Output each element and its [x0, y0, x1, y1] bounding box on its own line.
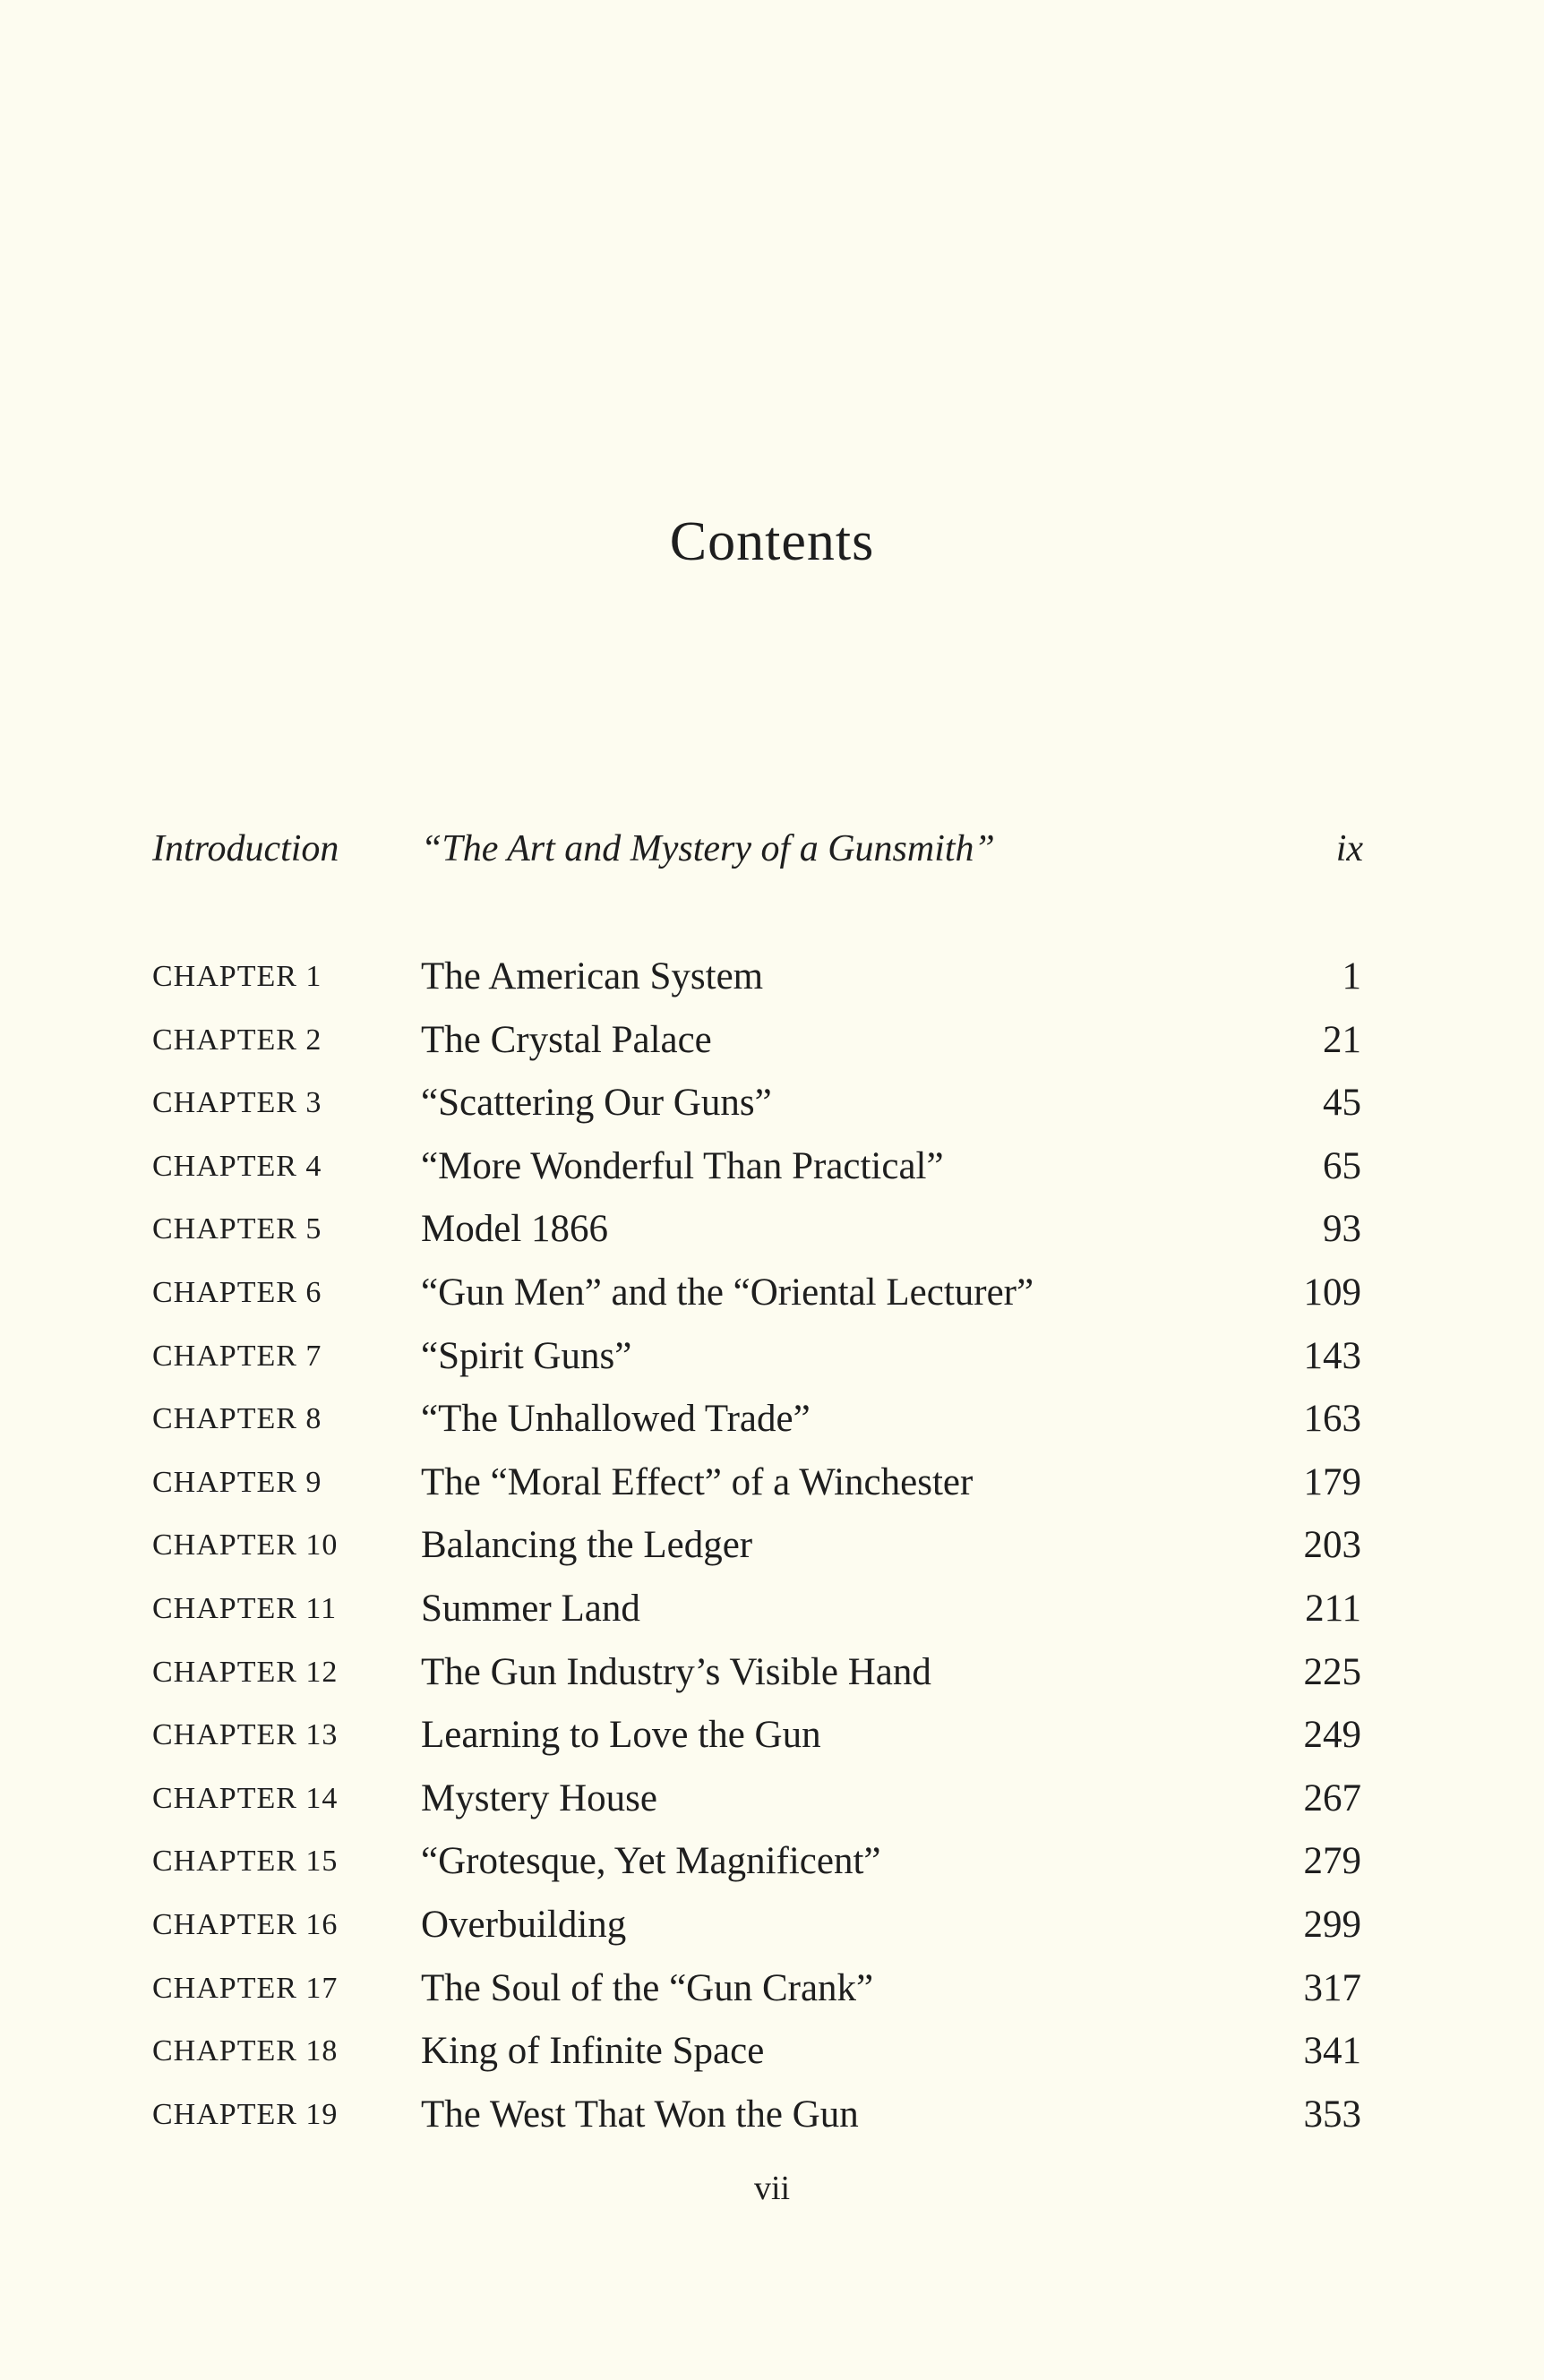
- chapter-title: The Gun Industry’s Visible Hand: [421, 1650, 931, 1693]
- chapter-entry-7[interactable]: [0, 1330, 1544, 1393]
- introduction-page-number: ix: [1335, 828, 1363, 869]
- chapter-title: The American System: [421, 955, 764, 997]
- chapter-label: CHAPTER 19: [152, 2097, 339, 2131]
- chapter-page-number: 353: [1303, 2093, 1361, 2136]
- chapter-title: Mystery House: [421, 1776, 657, 1819]
- chapter-entry-2[interactable]: [0, 1014, 1544, 1077]
- chapter-page-number: 1: [1342, 955, 1361, 997]
- introduction-entry[interactable]: [0, 822, 1544, 876]
- chapter-title: Balancing the Ledger: [421, 1524, 753, 1567]
- page-title: Contents: [669, 510, 875, 572]
- chapter-list: [0, 950, 1544, 2151]
- chapter-entry-5[interactable]: [0, 1203, 1544, 1266]
- chapter-title: Summer Land: [421, 1587, 640, 1630]
- chapter-entry-15[interactable]: [0, 1835, 1544, 1898]
- chapter-page-number: 279: [1303, 1840, 1361, 1883]
- chapter-entry-19[interactable]: [0, 2088, 1544, 2152]
- chapter-title: Overbuilding: [421, 1903, 627, 1946]
- chapter-title: The “Moral Effect” of a Winchester: [421, 1460, 974, 1503]
- chapter-title: The Soul of the “Gun Crank”: [421, 1966, 874, 2009]
- chapter-label: CHAPTER 18: [152, 2034, 339, 2068]
- chapter-label: CHAPTER 4: [152, 1149, 322, 1183]
- chapter-label: CHAPTER 13: [152, 1718, 339, 1752]
- chapter-label: CHAPTER 11: [152, 1591, 338, 1625]
- chapter-entry-14[interactable]: [0, 1772, 1544, 1836]
- chapter-page-number: 65: [1323, 1144, 1361, 1187]
- chapter-label: CHAPTER 17: [152, 1971, 339, 2005]
- chapter-entry-12[interactable]: [0, 1646, 1544, 1709]
- chapter-page-number: 225: [1303, 1650, 1361, 1693]
- chapter-entry-1[interactable]: [0, 950, 1544, 1014]
- chapter-page-number: 93: [1323, 1208, 1361, 1251]
- chapter-title: “Gun Men” and the “Oriental Lecturer”: [421, 1271, 1034, 1314]
- chapter-entry-3[interactable]: [0, 1076, 1544, 1140]
- introduction-label: Introduction: [152, 828, 339, 869]
- chapter-label: CHAPTER 3: [152, 1086, 322, 1120]
- chapter-page-number: 203: [1303, 1524, 1361, 1567]
- chapter-label: CHAPTER 8: [152, 1402, 322, 1436]
- chapter-entry-11[interactable]: [0, 1582, 1544, 1646]
- chapter-page-number: 249: [1303, 1714, 1361, 1757]
- chapter-entry-8[interactable]: [0, 1392, 1544, 1456]
- chapter-title: The West That Won the Gun: [421, 2093, 859, 2136]
- chapter-title: “The Unhallowed Trade”: [421, 1398, 811, 1441]
- chapter-label: CHAPTER 15: [152, 1845, 339, 1879]
- chapter-label: CHAPTER 14: [152, 1781, 339, 1815]
- chapter-entry-6[interactable]: [0, 1266, 1544, 1330]
- folio-page-number: vii: [753, 2170, 791, 2207]
- chapter-entry-4[interactable]: [0, 1140, 1544, 1203]
- chapter-title: “More Wonderful Than Practical”: [421, 1144, 944, 1187]
- chapter-title: The Crystal Palace: [421, 1018, 712, 1061]
- chapter-page-number: 143: [1303, 1334, 1361, 1377]
- chapter-entry-16[interactable]: [0, 1898, 1544, 1962]
- chapter-title: King of Infinite Space: [421, 2030, 765, 2073]
- chapter-page-number: 45: [1323, 1082, 1361, 1125]
- chapter-entry-9[interactable]: [0, 1456, 1544, 1520]
- chapter-page-number: 267: [1303, 1776, 1361, 1819]
- chapter-label: CHAPTER 9: [152, 1465, 322, 1499]
- chapter-label: CHAPTER 12: [152, 1655, 339, 1689]
- introduction-title: “The Art and Mystery of a Gunsmith”: [421, 828, 995, 869]
- chapter-page-number: 341: [1303, 2030, 1361, 2073]
- chapter-label: CHAPTER 2: [152, 1023, 322, 1057]
- chapter-label: CHAPTER 16: [152, 1907, 339, 1941]
- chapter-title: “Spirit Guns”: [421, 1334, 632, 1377]
- chapter-title: Model 1866: [421, 1208, 609, 1251]
- chapter-page-number: 317: [1303, 1966, 1361, 2009]
- chapter-entry-18[interactable]: [0, 2025, 1544, 2088]
- chapter-label: CHAPTER 7: [152, 1339, 322, 1373]
- chapter-entry-13[interactable]: [0, 1708, 1544, 1772]
- chapter-entry-10[interactable]: [0, 1519, 1544, 1582]
- chapter-page-number: 109: [1303, 1271, 1361, 1314]
- chapter-label: CHAPTER 5: [152, 1212, 322, 1246]
- chapter-label: CHAPTER 6: [152, 1275, 322, 1309]
- chapter-title: “Grotesque, Yet Magnificent”: [421, 1840, 881, 1883]
- chapter-page-number: 299: [1303, 1903, 1361, 1946]
- chapter-title: “Scattering Our Guns”: [421, 1082, 772, 1125]
- chapter-label: CHAPTER 10: [152, 1528, 339, 1562]
- chapter-page-number: 179: [1303, 1460, 1361, 1503]
- chapter-title: Learning to Love the Gun: [421, 1714, 821, 1757]
- chapter-label: CHAPTER 1: [152, 960, 322, 993]
- chapter-entry-17[interactable]: [0, 1962, 1544, 2025]
- chapter-page-number: 163: [1303, 1398, 1361, 1441]
- chapter-page-number: 211: [1305, 1587, 1361, 1630]
- chapter-page-number: 21: [1323, 1018, 1361, 1061]
